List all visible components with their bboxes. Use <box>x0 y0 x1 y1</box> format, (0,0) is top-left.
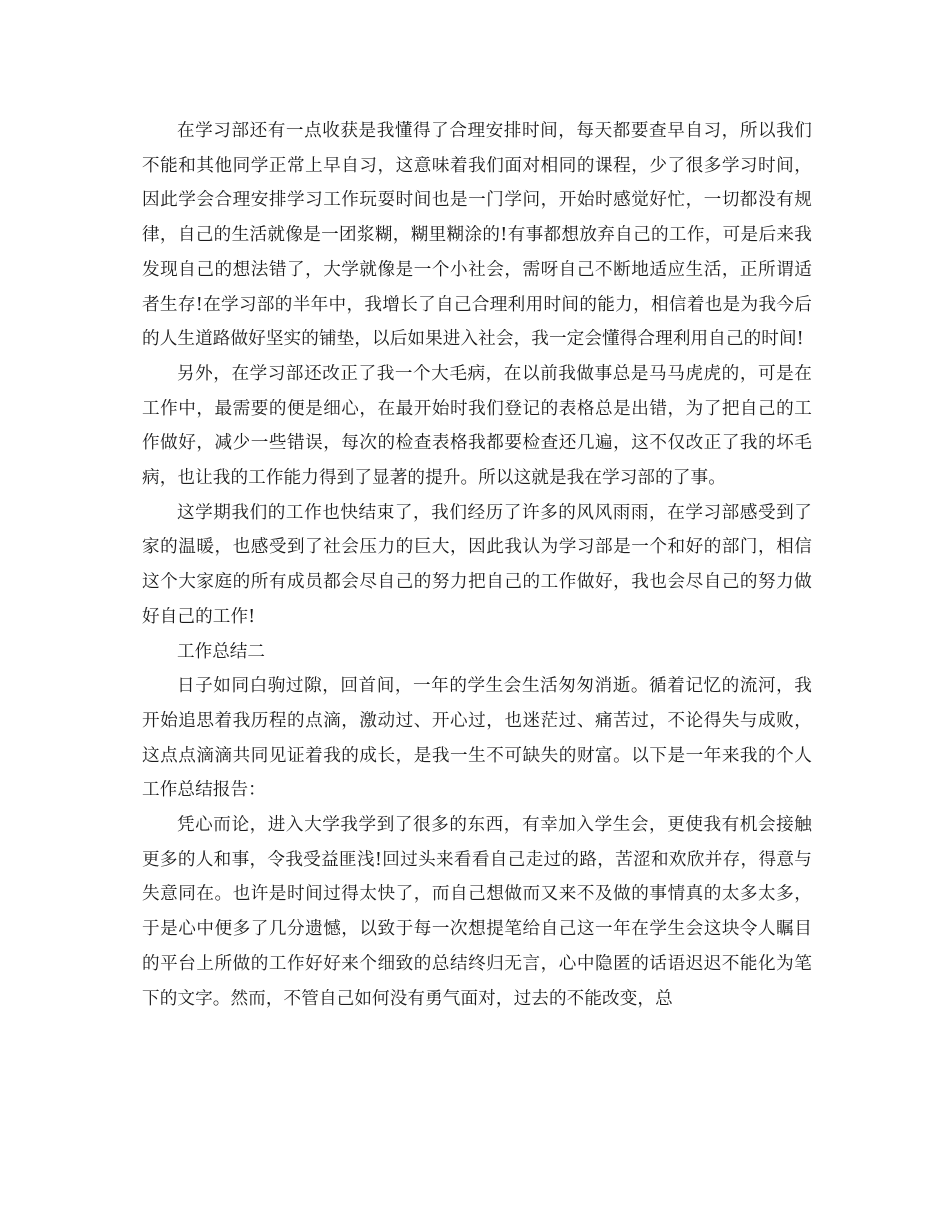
paragraph-university-reflection: 凭心而论，进入大学我学到了很多的东西，有幸加入学生会，更使我有机会接触更多的人和事，令我受益匪浅!回过头来看看自己走过的路，苦涩和欢欣并存，得意与失意同在。也许是时间过得太快了，而自己想做而又来不及做的事情真的太多太多，于是心中便多了几分遗憾，以致于每一次想提笔给自己这一年在学生会这块令人瞩目的平台上所做的工作好好来个细致的总结终归无言，心中隐匿的话语迟迟不能化为笔下的文字。然而，不管自己如何没有勇气面对，过去的不能改变，总 <box>142 815 812 1009</box>
paragraph-semester-end: 这学期我们的工作也快结束了，我们经历了许多的风风雨雨，在学习部感受到了家的温暖，也感受到了社会压力的巨大，因此我认为学习部是一个和好的部门，相信这个大家庭的所有成员都会尽自己的努力把自己的工作做好，我也会尽自己的努力做好自己的工作! <box>142 502 812 627</box>
paragraph-time-management: 在学习部还有一点收获是我懂得了合理安排时间，每天都要查早自习，所以我们不能和其他同学正常上早自习，这意味着我们面对相同的课程，少了很多学习时间，因此学会合理安排学习工作玩耍时间也是一门学问，开始时感觉好忙，一切都没有规律，自己的生活就像是一团浆糊，糊里糊涂的!有事都想放弃自己的工作，可是后来我发现自己的想法错了，大学就像是一个小社会，需呀自己不断地适应生活，正所谓适者生存!在学习部的半年中，我增长了自己合理利用时间的能力，相信着也是为我今后的人生道路做好坚实的铺垫，以后如果进入社会，我一定会懂得合理利用自己的时间! <box>142 121 812 350</box>
paragraph-review-intro: 日子如同白驹过隙，回首间，一年的学生会生活匆匆消逝。循着记忆的流河，我开始追思着我历程的点滴，激动过、开心过，也迷茫过、痛苦过，不论得失与成败，这点点滴滴共同见证着我的成长，是我一生不可缺失的财富。以下是一年来我的个人工作总结报告： <box>142 676 812 801</box>
paragraph-carelessness: 另外，在学习部还改正了我一个大毛病，在以前我做事总是马马虎虎的，可是在工作中，最需要的便是细心，在最开始时我们登记的表格总是出错，为了把自己的工作做好，减少一些错误，每次的检查表格我都要检查还几遍，这不仅改正了我的坏毛病，也让我的工作能力得到了显著的提升。所以这就是我在学习部的了事。 <box>142 363 812 489</box>
section-heading: 工作总结二 <box>177 641 265 662</box>
document-page <box>142 114 812 1016</box>
